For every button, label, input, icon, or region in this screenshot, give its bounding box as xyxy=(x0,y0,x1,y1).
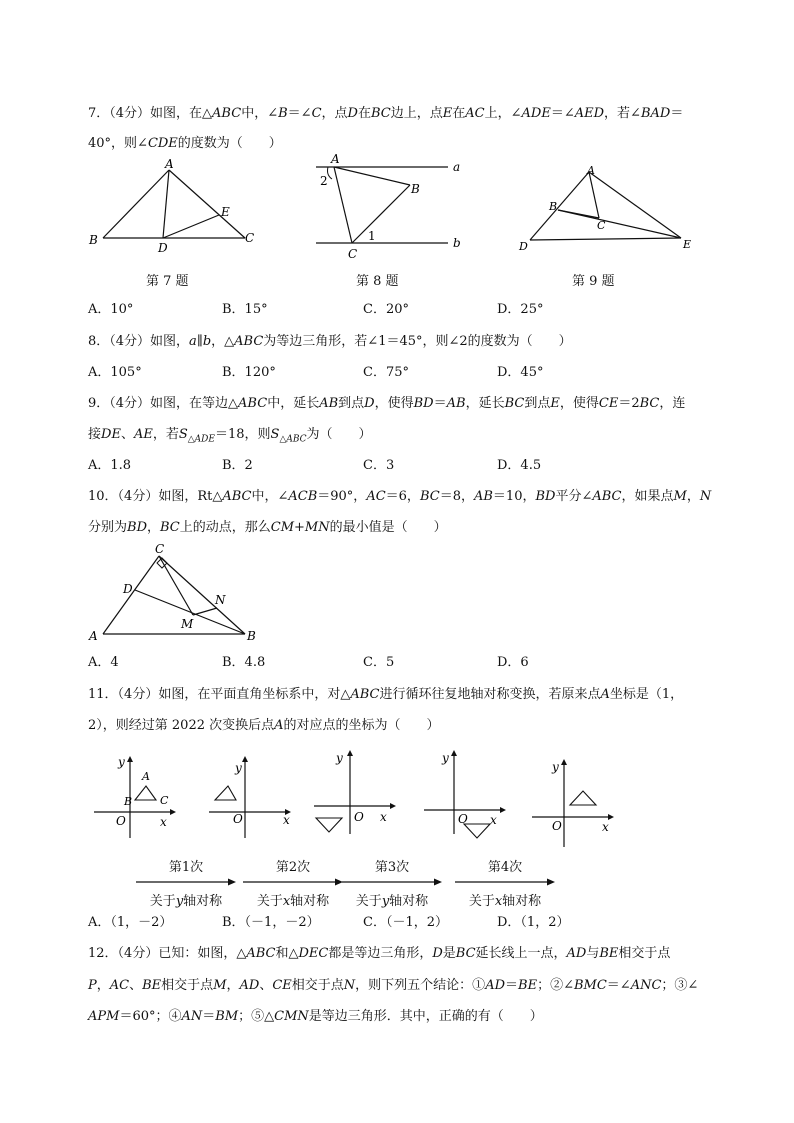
step-4-top: 第4次 xyxy=(487,860,523,875)
q9-text: DE xyxy=(101,427,121,442)
fig10-label-C: C xyxy=(155,542,165,556)
q10-text: ＝10， xyxy=(492,489,536,504)
q10-line1 xyxy=(88,489,711,505)
plane5-axis-y: y xyxy=(552,760,559,774)
q7-text: BAD xyxy=(640,106,671,121)
step-4-arrow xyxy=(455,878,555,886)
q10-text: BC xyxy=(419,489,440,504)
q10-text: AC xyxy=(366,489,386,504)
q9-option-c: C．3 xyxy=(363,458,395,473)
step-text: x xyxy=(282,894,291,909)
q7-option-b: B．15° xyxy=(222,302,268,317)
q12-text: ＝ xyxy=(202,1009,216,1024)
step-text: y xyxy=(175,894,184,909)
figure-11-plane-3 xyxy=(310,748,400,838)
plane5-origin: O xyxy=(552,819,562,833)
q10-text: M xyxy=(673,489,687,504)
q7-text: 在 xyxy=(452,106,466,121)
q10-text: BD xyxy=(535,489,556,504)
step-text: x xyxy=(494,894,503,909)
q12-text: D xyxy=(432,946,443,961)
q12-text: ， xyxy=(226,978,240,993)
q9-text: ABC xyxy=(238,396,268,411)
step-2-top: 第2次 xyxy=(275,860,311,875)
q10-text: CM+MN xyxy=(270,520,330,535)
step-3-top: 第3次 xyxy=(374,860,410,875)
q12-text: ＝∠ xyxy=(606,978,631,993)
q7-text: AED xyxy=(574,106,605,121)
fig8-label-C: C xyxy=(348,247,358,261)
q12-line1 xyxy=(88,946,670,962)
figure-11-plane-1 xyxy=(90,752,180,842)
fig8-label-1: 1 xyxy=(368,229,376,243)
figure-7 xyxy=(85,157,285,260)
q12-text: DEC xyxy=(298,946,329,961)
q12-text: ；③∠ xyxy=(661,978,699,993)
step-3-bottom xyxy=(342,890,442,909)
step-2-bottom xyxy=(243,890,343,909)
q9-text: ，使得 xyxy=(559,396,599,411)
step-text: y xyxy=(381,894,390,909)
q11-option-b: B．（－1，－2） xyxy=(222,915,320,930)
plane3-origin: O xyxy=(354,810,364,824)
q7-text: BC xyxy=(370,106,391,121)
q9-option-d: D．4.5 xyxy=(497,458,542,473)
q12-text: 延长线上一点， xyxy=(475,946,567,961)
q12-text: P xyxy=(88,978,97,993)
plane4-origin: O xyxy=(458,812,468,826)
q12-text: 和△ xyxy=(275,946,299,961)
q12-text: N xyxy=(343,978,356,993)
step-text: 轴对称 xyxy=(290,894,330,909)
figure-11-plane-2 xyxy=(205,752,295,842)
q12-line2 xyxy=(88,978,698,994)
q11-text: 的对应点的坐标为（ ） xyxy=(283,718,440,733)
q10-text: ACB xyxy=(288,489,318,504)
q10-option-b: B．4.8 xyxy=(222,655,266,670)
q9-text: BC xyxy=(639,396,660,411)
q10-text: 平分∠ xyxy=(555,489,593,504)
q9-text: 、 xyxy=(120,427,134,442)
step-text: 关于 xyxy=(149,894,176,909)
q8-text: b xyxy=(202,334,212,349)
q9-text: 到点 xyxy=(338,396,365,411)
q12-text: 是等边三角形．其中，正确的有（ ） xyxy=(308,1009,543,1024)
fig8-label-a: a xyxy=(453,160,461,174)
q11-option-d: D．（1，2） xyxy=(497,915,570,930)
fig7-label-B: B xyxy=(89,233,98,247)
q10-text: BD xyxy=(127,520,147,535)
figure-9 xyxy=(515,160,705,260)
q7-text: E xyxy=(442,106,453,121)
step-text: 轴对称 xyxy=(183,894,223,909)
fig10-label-A: A xyxy=(89,629,98,643)
q8-text: 为等边三角形，若∠1＝45°，则∠2的度数为（ ） xyxy=(263,334,572,349)
q7-line2 xyxy=(88,136,282,152)
step-4-bottom xyxy=(455,890,555,909)
q12-text: M xyxy=(213,978,227,993)
figure-11-plane-4 xyxy=(420,748,510,838)
q9-text: S xyxy=(178,427,188,442)
q9-line1 xyxy=(88,396,685,412)
q8-option-d: D．45° xyxy=(497,365,544,380)
q9-option-a: A．1.8 xyxy=(88,458,132,473)
plane1-axis-x: x xyxy=(160,815,167,829)
q7-text: 7．（4分）如图，在△ xyxy=(88,106,213,121)
q8-text: a xyxy=(189,334,197,349)
fig9-label-C: C xyxy=(597,219,606,232)
plane1-axis-y: y xyxy=(118,755,125,769)
figure-11-plane-5 xyxy=(528,755,618,850)
q9-text: BC xyxy=(504,396,525,411)
q12-text: 相交于点 xyxy=(161,978,214,993)
plane1-label-B: B xyxy=(124,795,133,808)
q10-text: ，如果点 xyxy=(621,489,674,504)
q9-text: S xyxy=(270,427,280,442)
fig7-label-C: C xyxy=(245,231,255,245)
q12-text: AD xyxy=(485,978,505,993)
figure-10 xyxy=(85,540,275,645)
fig8-caption: 第 8 题 xyxy=(356,274,399,289)
q8-option-a: A．105° xyxy=(88,365,142,380)
q8-text: ABC xyxy=(234,334,264,349)
q7-option-d: D．25° xyxy=(497,302,544,317)
q12-text: ＝60°；④ xyxy=(119,1009,182,1024)
q9-text: BD xyxy=(413,396,434,411)
q12-text: 相交于点 xyxy=(291,978,344,993)
q12-text: AD xyxy=(566,946,587,961)
q7-line1 xyxy=(88,106,683,122)
q10-text: ＝8， xyxy=(439,489,474,504)
q10-text: 10．（4分）如图，Rt△ xyxy=(88,489,223,504)
q12-text: AD xyxy=(239,978,260,993)
step-1-bottom xyxy=(136,890,236,909)
q12-text: 12．（4分）已知：如图，△ xyxy=(88,946,247,961)
fig9-label-D: D xyxy=(519,240,528,253)
q9-text: E xyxy=(550,396,560,411)
fig7-caption: 第 7 题 xyxy=(146,274,189,289)
plane4-axis-x: x xyxy=(490,813,497,827)
plane1-label-A: A xyxy=(142,770,150,783)
q7-text: ABC xyxy=(212,106,242,121)
plane1-label-C: C xyxy=(160,794,169,807)
q8-line1 xyxy=(88,334,572,350)
q7-option-c: C．20° xyxy=(363,302,409,317)
q12-line3 xyxy=(88,1009,543,1025)
q9-text: 接 xyxy=(88,427,102,442)
q12-text: AC xyxy=(109,978,130,993)
fig8-label-A: A xyxy=(331,152,340,166)
fig8-label-b: b xyxy=(453,236,461,250)
q7-text: C xyxy=(311,106,322,121)
q11-option-c: C．（－1，2） xyxy=(363,915,448,930)
q7-text: ，若∠ xyxy=(604,106,641,121)
fig10-label-D: D xyxy=(123,582,133,596)
q9-text: AE xyxy=(133,427,153,442)
q12-text: APM xyxy=(88,1009,120,1024)
q9-text: ＝18，则 xyxy=(214,427,271,442)
q9-text: ，使得 xyxy=(374,396,414,411)
q11-text: 2），则经过第 2022 次变换后点 xyxy=(88,718,275,733)
q9-text: ，延长 xyxy=(465,396,505,411)
q9-text: D xyxy=(364,396,375,411)
q9-text: △ABC xyxy=(279,434,307,445)
q7-text: 边上，点 xyxy=(390,106,443,121)
q12-text: 都是等边三角形， xyxy=(328,946,433,961)
q12-text: BE xyxy=(518,978,538,993)
q9-text: △ADE xyxy=(187,434,215,445)
q10-text: ＝90°， xyxy=(317,489,367,504)
q12-text: ， xyxy=(96,978,110,993)
q7-text: ＝∠ xyxy=(287,106,312,121)
plane4-axis-y: y xyxy=(442,751,449,765)
q10-text: 上的动点，那么 xyxy=(179,520,271,535)
q9-text: AB xyxy=(446,396,466,411)
q9-line2 xyxy=(88,427,372,448)
fig10-label-N: N xyxy=(215,593,226,607)
step-2-arrow xyxy=(243,878,343,886)
q7-text: 中，∠ xyxy=(241,106,279,121)
q12-text: ，则下列五个结论：① xyxy=(355,978,486,993)
q10-text: 的最小值是（ ） xyxy=(329,520,447,535)
q12-text: BM xyxy=(215,1009,239,1024)
q8-option-b: B．120° xyxy=(222,365,276,380)
q7-text: ADE xyxy=(521,106,551,121)
q12-text: ABC xyxy=(246,946,276,961)
q12-text: ；②∠ xyxy=(537,978,574,993)
q9-text: ＝ xyxy=(433,396,447,411)
plane2-axis-y: y xyxy=(235,761,242,775)
step-text: 关于 xyxy=(355,894,382,909)
q12-text: 是 xyxy=(442,946,456,961)
q9-text: ＝2 xyxy=(618,396,640,411)
fig7-label-D: D xyxy=(158,241,168,255)
q8-text: ，△ xyxy=(211,334,235,349)
q10-text: ， xyxy=(147,520,161,535)
q10-text: ABC xyxy=(592,489,622,504)
plane2-axis-x: x xyxy=(283,813,290,827)
q12-text: BE xyxy=(599,946,619,961)
q12-text: BE xyxy=(142,978,162,993)
q8-text: 8．（4分）如图， xyxy=(88,334,190,349)
fig9-caption: 第 9 题 xyxy=(572,274,615,289)
q12-text: BMC xyxy=(573,978,607,993)
q10-text: 分别为 xyxy=(88,520,128,535)
step-3-arrow xyxy=(342,878,442,886)
q12-text: 、 xyxy=(259,978,273,993)
q7-text: CDE xyxy=(147,136,178,151)
step-2 xyxy=(243,856,343,909)
q10-option-a: A．4 xyxy=(88,655,119,670)
q10-text: ， xyxy=(686,489,700,504)
q11-text: A xyxy=(274,718,284,733)
step-text: 关于 xyxy=(256,894,283,909)
q12-text: ；⑤△ xyxy=(238,1009,275,1024)
q12-text: 相交于点 xyxy=(618,946,671,961)
q9-text: AB xyxy=(319,396,339,411)
fig10-label-M: M xyxy=(181,617,194,631)
step-text: 轴对称 xyxy=(389,894,429,909)
q12-text: CE xyxy=(272,978,292,993)
q7-text: B xyxy=(278,106,288,121)
q12-text: BC xyxy=(455,946,476,961)
q9-text: 为（ ） xyxy=(306,427,372,442)
q12-text: ANC xyxy=(630,978,662,993)
fig9-label-E: E xyxy=(683,238,692,251)
fig8-label-B: B xyxy=(411,182,420,196)
step-1-arrow xyxy=(136,878,236,886)
q7-text: ＝ xyxy=(670,106,684,121)
q12-text: 与 xyxy=(586,946,600,961)
q10-text: ABC xyxy=(222,489,252,504)
q7-text: D xyxy=(347,106,358,121)
q11-text: 11．（4分）如图，在平面直角坐标系中，对△ xyxy=(88,687,351,702)
plane2-origin: O xyxy=(233,812,243,826)
q9-text: CE xyxy=(598,396,619,411)
fig7-label-A: A xyxy=(165,157,174,171)
q12-text: AN xyxy=(181,1009,203,1024)
q10-text: ＝6， xyxy=(385,489,420,504)
q7-text: ＝∠ xyxy=(550,106,575,121)
q11-option-a: A．（1，－2） xyxy=(88,915,173,930)
q9-text: 9．（4分）如图，在等边△ xyxy=(88,396,239,411)
plane5-axis-x: x xyxy=(602,820,609,834)
q7-text: 的度数为（ ） xyxy=(177,136,282,151)
q7-text: 上，∠ xyxy=(484,106,522,121)
fig7-label-E: E xyxy=(221,205,230,219)
q9-text: 中，延长 xyxy=(267,396,320,411)
q10-text: 中，∠ xyxy=(251,489,289,504)
q9-text: ，连 xyxy=(659,396,686,411)
q8-text: ∥ xyxy=(196,334,203,349)
q7-text: AC xyxy=(465,106,485,121)
q7-option-a: A．10° xyxy=(88,302,134,317)
q11-line2 xyxy=(88,718,440,734)
q10-text: N xyxy=(699,489,712,504)
q7-text: ，点 xyxy=(321,106,348,121)
q11-text: A xyxy=(600,687,610,702)
fig10-label-B: B xyxy=(247,629,256,643)
q10-option-c: C．5 xyxy=(363,655,395,670)
q11-text: 进行循环往复地轴对称变换，若原来点 xyxy=(379,687,601,702)
fig9-label-A: A xyxy=(587,164,595,177)
q10-line2 xyxy=(88,520,447,536)
plane3-axis-x: x xyxy=(380,810,387,824)
q12-text: ＝ xyxy=(505,978,519,993)
step-1-top: 第1次 xyxy=(168,860,204,875)
figure-8 xyxy=(310,152,480,265)
q10-text: BC xyxy=(160,520,180,535)
step-text: 关于 xyxy=(468,894,495,909)
q9-text: 到点 xyxy=(524,396,551,411)
q12-text: 、 xyxy=(129,978,143,993)
q8-option-c: C．75° xyxy=(363,365,409,380)
step-4 xyxy=(455,856,555,909)
q11-text: ABC xyxy=(350,687,380,702)
q9-text: ，若 xyxy=(152,427,179,442)
plane1-origin: O xyxy=(116,814,126,828)
step-3 xyxy=(342,856,442,909)
q11-line1 xyxy=(88,687,683,703)
q10-option-d: D．6 xyxy=(497,655,529,670)
plane3-axis-y: y xyxy=(336,751,343,765)
q12-text: CMN xyxy=(274,1009,309,1024)
step-1 xyxy=(136,856,236,909)
q11-text: 坐标是（1， xyxy=(609,687,684,702)
fig8-label-2: 2 xyxy=(320,174,328,188)
q9-option-b: B．2 xyxy=(222,458,253,473)
q10-text: AB xyxy=(473,489,493,504)
step-text: 轴对称 xyxy=(502,894,542,909)
q7-text: 在 xyxy=(357,106,371,121)
fig9-label-B: B xyxy=(549,200,558,213)
q7-text: 40°，则∠ xyxy=(88,136,148,151)
